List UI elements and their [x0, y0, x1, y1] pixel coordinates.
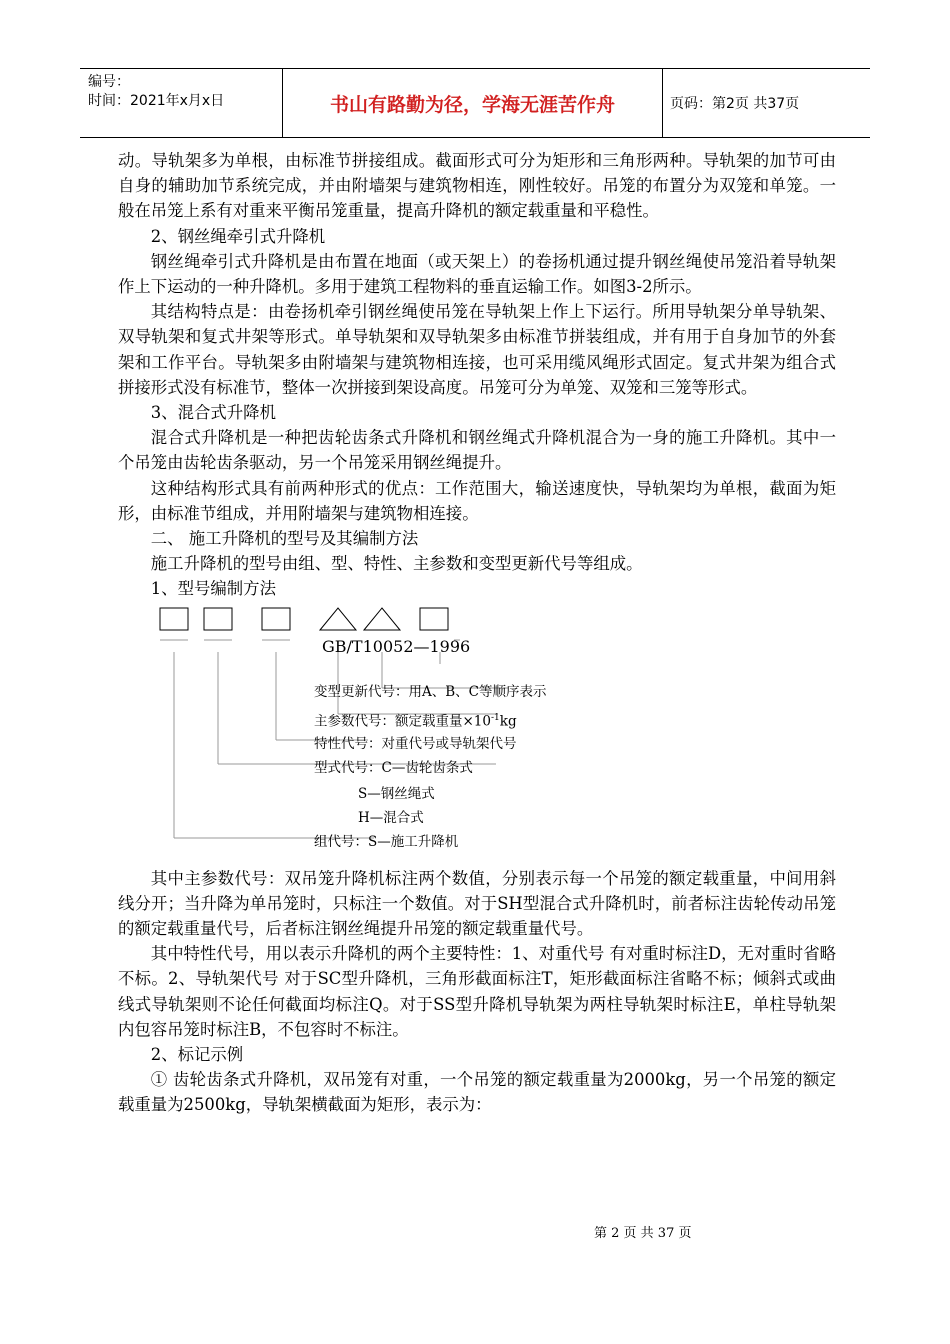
paragraphs-b [118, 866, 836, 1118]
paragraph: 二、 施工升降机的型号及其编制方法 [150, 529, 419, 549]
type-code-label: 型式代号：C—齿轮齿条式 [314, 759, 473, 776]
code-box [204, 608, 232, 630]
param-sup: -1 [491, 712, 500, 723]
paragraph: 其中特性代号，用以表示升降机的两个主要特性：1、对重代号 有对重时标注D，无对重时省略不标。2、导轨架代号 对于SC型升降机，三角形截面标注T，矩形截面标注省略不标；倾斜式或曲线式导轨架则不论任何截面均标注Q。对于SS型升降机导轨架为两柱导轨架时标注E，单柱导轨架内包容吊笼时标注B，不包容时不标注。 [118, 944, 836, 1039]
type-code-h: H—混合式 [358, 809, 424, 826]
code-box [160, 608, 188, 630]
document-body [118, 148, 836, 1118]
param-unit: kg [499, 713, 517, 730]
paragraph: 2、标记示例 [150, 1045, 244, 1065]
code-box [420, 608, 448, 630]
code-triangle [364, 608, 400, 630]
group-code-label: 组代号：S—施工升降机 [314, 833, 459, 850]
variant-code-label: 变型更新代号：用A、B、C等顺序表示 [314, 683, 547, 700]
page-footer: 第 2 页 共 37 页 [594, 1226, 692, 1241]
page-info: 页码：第2页 共37页 [670, 96, 800, 112]
number-label: 编号： [88, 74, 130, 90]
code-box [262, 608, 290, 630]
date-label: 时间：2021年x月x日 [88, 93, 225, 109]
header-divider [662, 69, 663, 137]
paragraph: 钢丝绳牵引式升降机是由布置在地面（或天架上）的卷扬机通过提升钢丝绳使吊笼沿着导轨架作上下运动的一种升降机。多用于建筑工程物料的垂直运输工作。如图3-2所示。 [118, 251, 836, 297]
paragraph: 施工升降机的型号由组、型、特性、主参数和变型更新代号等组成。 [150, 554, 643, 574]
paragraph: 混合式升降机是一种把齿轮齿条式升降机和钢丝绳式升降机混合为一身的施工升降机。其中一个吊笼由齿轮齿条驱动，另一个吊笼采用钢丝绳提升。 [118, 428, 836, 473]
paragraphs-a [118, 148, 836, 602]
paragraph: ① 齿轮齿条式升降机，双吊笼有对重，一个吊笼的额定载重量为2000kg，另一个吊笼的额定载重量为2500kg，导轨架横截面为矩形，表示为： [118, 1070, 836, 1115]
paragraph: 其结构特点是：由卷扬机牵引钢丝绳使吊笼在导轨架上作上下运行。所用导轨架分单导轨架、双导轨架和复式井架等形式。单导轨架和双导轨架多由标准节拼装组成，并有用于自身加节的外套架和工作平台。导轨架多由附墙架与建筑物相连接，也可采用缆风绳形式固定。复式井架为组合式拼接形式没有标准节，整体一次拼接到架设高度。吊笼可分为单笼、双笼和三笼等形式。 [118, 302, 836, 397]
code-triangle [320, 608, 356, 630]
paragraph: 3、混合式升降机 [150, 403, 276, 423]
motto: 书山有路勤为径，学海无涯苦作舟 [329, 93, 615, 116]
type-code-s: S—钢丝绳式 [358, 785, 435, 802]
page-header [80, 68, 870, 138]
paragraph: 动。导轨架多为单根，由标准节拼接组成。截面形式可分为矩形和三角形两种。导轨架的加节可由自身的辅助加节系统完成，并由附墙架与建筑物相连，刚性较好。吊笼的布置分为双笼和单笼。一般在吊笼上系有对重来平衡吊笼重量，提高升降机的额定载重量和平稳性。 [118, 151, 836, 221]
paragraph: 其中主参数代号：双吊笼升降机标注两个数值，分别表示每一个吊笼的额定载重量，中间用斜线分开；当升降为单吊笼时，只标注一个数值。对于SH型混合式升降机时，前者标注齿轮传动吊笼的额定载重量代号，后者标注钢丝绳提升吊笼的额定载重量代号。 [118, 868, 836, 939]
param-code-text: 主参数代号：额定载重量×10 [314, 713, 491, 730]
model-code-diagram [118, 602, 836, 850]
standard-label: GB/T10052—1996 [322, 636, 471, 656]
paragraph: 1、型号编制方法 [150, 579, 276, 599]
header-left [88, 73, 224, 111]
paragraph: 这种结构形式具有前两种形式的优点：工作范围大，输送速度快，导轨架均为单根，截面为矩形，由标准节组成，并用附墙架与建筑物相连接。 [118, 478, 836, 523]
param-code-label [314, 706, 517, 735]
feature-code-label: 特性代号：对重代号或导轨架代号 [314, 735, 517, 752]
paragraph: 2、钢丝绳牵引式升降机 [150, 226, 326, 246]
